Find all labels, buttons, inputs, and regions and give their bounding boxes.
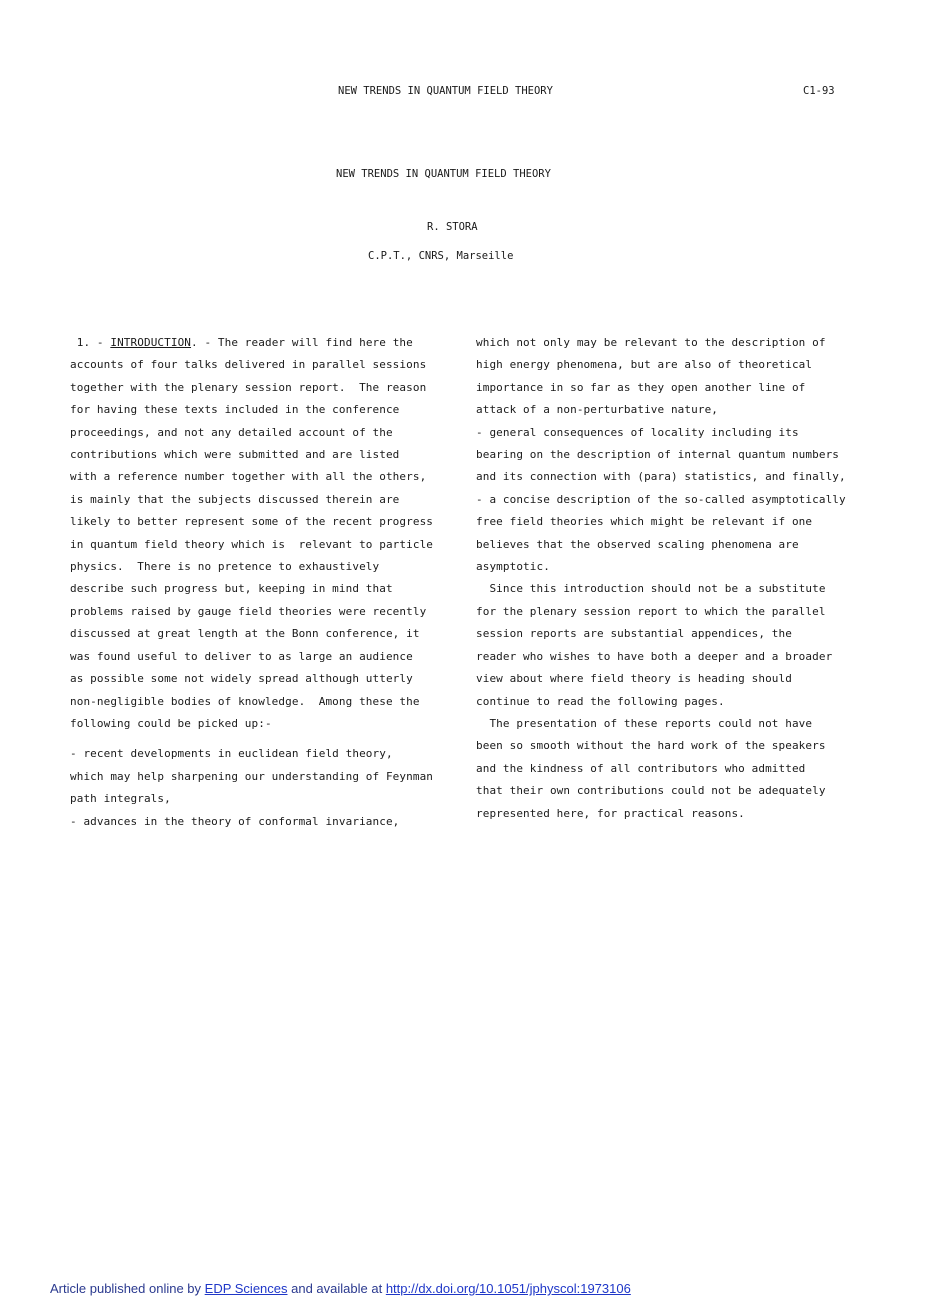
text-line: as possible some not widely spread although utterly — [70, 672, 413, 686]
page-number: C1-93 — [803, 85, 835, 97]
text-line: free field theories which might be relevant if one — [476, 515, 813, 529]
list-line: - advances in the theory of conformal invariance, — [70, 814, 400, 828]
list-line: - recent developments in euclidean field theory, — [70, 747, 393, 761]
section-heading: INTRODUCTION — [110, 336, 192, 349]
text-line: accounts of four talks delivered in parallel sessions — [70, 358, 427, 372]
intro-first-line — [70, 332, 460, 354]
text-line: high energy phenomena, but are also of theoretical — [476, 358, 813, 372]
text-line: non-negligible bodies of knowledge. Among these the — [70, 694, 420, 708]
section-number: 1. - — [76, 336, 111, 349]
text-line: contributions which were submitted and are listed — [70, 448, 400, 462]
text-line: believes that the observed scaling phenomena are — [476, 537, 799, 551]
text-line: proceedings, and not any detailed account of the — [70, 425, 393, 439]
paragraph-acknowledgement — [476, 713, 868, 825]
intro-first-line-rest: . - The reader will find here the — [191, 336, 413, 349]
text-line: was found useful to deliver to as large an audience — [70, 649, 413, 663]
text-line: The presentation of these reports could not have — [476, 716, 813, 730]
text-line: and the kindness of all contributors who admitted — [476, 761, 806, 775]
text-line: which not only may be relevant to the description of — [476, 336, 826, 349]
list-line: which may help sharpening our understanding of Feynman — [70, 769, 434, 783]
text-line: together with the plenary session report. The reason — [70, 380, 427, 394]
running-title: NEW TRENDS IN QUANTUM FIELD THEORY — [338, 85, 553, 97]
text-line: likely to better represent some of the recent progress — [70, 515, 434, 529]
publication-footer — [50, 1281, 631, 1296]
text-line: and its connection with (para) statistics, and finally, — [476, 470, 846, 484]
text-line: represented here, for practical reasons. — [476, 806, 745, 820]
text-line: asymptotic. — [476, 560, 550, 574]
topic-list — [70, 743, 460, 833]
left-column — [70, 332, 460, 833]
text-line: discussed at great length at the Bonn conference, it — [70, 627, 420, 641]
text-line: problems raised by gauge field theories were recently — [70, 604, 427, 618]
text-line: session reports are substantial appendices, the — [476, 627, 792, 641]
paragraph-gap — [70, 735, 460, 743]
text-line: for the plenary session report to which the parallel — [476, 604, 826, 618]
text-line: bearing on the description of internal quantum numbers — [476, 448, 840, 462]
list-line: path integrals, — [70, 792, 171, 806]
text-line: is mainly that the subjects discussed therein are — [70, 492, 400, 506]
topic-list-continued — [476, 332, 868, 578]
publisher-link[interactable]: EDP Sciences — [204, 1281, 288, 1296]
text-line: in quantum field theory which is relevant to particle — [70, 537, 434, 551]
text-line: physics. There is no pretence to exhaustively — [70, 560, 380, 574]
intro-paragraph — [70, 354, 460, 735]
text-line: view about where field theory is heading should — [476, 672, 792, 686]
running-head — [0, 85, 930, 101]
paper-title: NEW TRENDS IN QUANTUM FIELD THEORY — [336, 168, 551, 180]
footer-prefix: Article published online by — [50, 1281, 205, 1296]
text-line: describe such progress but, keeping in mind that — [70, 582, 393, 596]
text-line: been so smooth without the hard work of the speakers — [476, 739, 826, 753]
text-line: following could be picked up:- — [70, 716, 272, 730]
text-line: for having these texts included in the conference — [70, 403, 400, 417]
text-line: attack of a non-perturbative nature, — [476, 403, 719, 417]
text-line: with a reference number together with all the others, — [70, 470, 427, 484]
text-line: continue to read the following pages. — [476, 694, 725, 708]
text-line: - general consequences of locality including its — [476, 425, 799, 439]
right-column — [476, 332, 868, 825]
text-line: that their own contributions could not be adequately — [476, 784, 826, 798]
text-line: - a concise description of the so-called asymptotically — [476, 492, 846, 506]
paragraph-substitute — [476, 578, 868, 712]
author: R. STORA — [427, 221, 478, 233]
text-line: reader who wishes to have both a deeper and a broader — [476, 649, 833, 663]
footer-middle: and available at — [287, 1281, 386, 1296]
text-line: importance in so far as they open another line of — [476, 380, 806, 394]
text-line: Since this introduction should not be a substitute — [476, 582, 826, 596]
affiliation: C.P.T., CNRS, Marseille — [368, 250, 514, 262]
doi-link[interactable]: http://dx.doi.org/10.1051/jphyscol:1973106 — [385, 1281, 631, 1296]
